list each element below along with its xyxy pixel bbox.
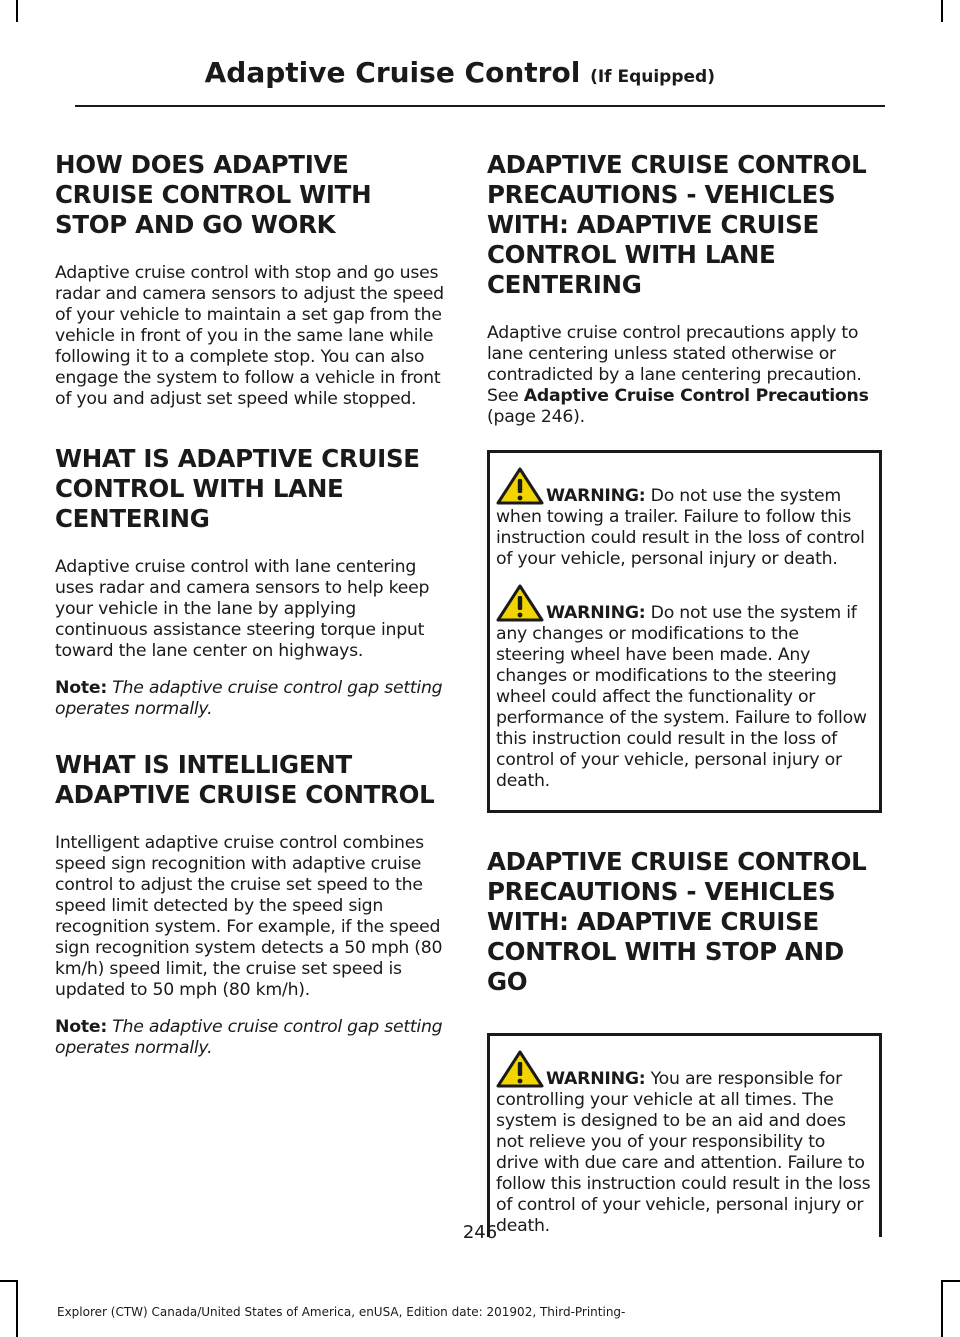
warning-box-lane-centering — [487, 450, 882, 813]
section-heading-precautions-lane-centering: ADAPTIVE CRUISE CONTROL PRECAUTIONS - VEHICLES WITH: ADAPTIVE CRUISE CONTROL WITH LANE CENTERING — [487, 150, 867, 299]
warning-text: Do not use the system if any changes or modifications to the steering wheel have been made. Any changes or modifications to the steering wheel could affect the functionality or performance of the system. Failure to follow this instruction could result in the loss of control of your vehicle, personal injury or death. — [496, 603, 867, 791]
header-divider — [75, 105, 885, 107]
section-body-lane-centering: Adaptive cruise control with lane centering uses radar and camera sensors to help keep your vehicle in the lane by applying continuous assistance steering torque input toward the lane center on highways. — [55, 557, 430, 661]
warning-item — [496, 1050, 871, 1237]
note-intelligent-acc — [55, 1017, 450, 1059]
note-label: Note: — [55, 1017, 107, 1037]
warning-text: You are responsible for controlling your vehicle at all times. The system is designed to be an aid and does not relieve you of your responsibility to drive with due care and attention. Failure to follow this instruction could result in the loss of control of your vehicle, personal injury or death. — [496, 1069, 871, 1236]
page-number: 246 — [462, 1222, 498, 1243]
warning-box-stop-and-go — [487, 1033, 882, 1237]
note-lane-centering — [55, 678, 450, 720]
warning-text: Do not use the system when towing a trailer. Failure to follow this instruction could result in the loss of control of your vehicle, personal injury or death. — [496, 486, 865, 569]
warning-label: WARNING: — [546, 1069, 646, 1089]
crop-mark-bottom-right — [941, 1280, 943, 1337]
crop-mark-top-right — [941, 0, 943, 22]
header-title-main: Adaptive Cruise Control — [204, 56, 581, 89]
header-title-qualifier: (If Equipped) — [590, 67, 715, 87]
body-text-end: (page 246). — [487, 407, 585, 427]
cross-reference-link[interactable]: Adaptive Cruise Control Precautions — [523, 386, 869, 406]
crop-mark-bottom-left — [16, 1280, 18, 1337]
note-text: The adaptive cruise control gap setting operates normally. — [55, 678, 443, 719]
section-heading-lane-centering: WHAT IS ADAPTIVE CRUISE CONTROL WITH LANE CENTERING — [55, 444, 420, 533]
warning-triangle-icon — [496, 467, 544, 505]
warning-triangle-icon — [496, 1050, 544, 1088]
left-column — [55, 140, 450, 1075]
warning-label: WARNING: — [546, 486, 646, 506]
section-heading-stop-and-go: HOW DOES ADAPTIVE CRUISE CONTROL WITH STOP AND GO WORK — [55, 150, 372, 239]
right-column — [487, 140, 882, 1267]
body-text-start: Adaptive cruise control precautions apply to lane centering unless stated otherwise or contradicted by a lane centering precaution. See — [487, 323, 862, 406]
warning-label: WARNING: — [546, 603, 646, 623]
note-label: Note: — [55, 678, 107, 698]
note-text: The adaptive cruise control gap setting operates normally. — [55, 1017, 443, 1058]
section-heading-intelligent-acc: WHAT IS INTELLIGENT ADAPTIVE CRUISE CONTROL — [55, 750, 435, 809]
footer-edition-info: Explorer (CTW) Canada/United States of America, enUSA, Edition date: 201902, Third-Printing- — [57, 1305, 626, 1319]
section-heading-precautions-stop-and-go: ADAPTIVE CRUISE CONTROL PRECAUTIONS - VEHICLES WITH: ADAPTIVE CRUISE CONTROL WITH STOP AND GO — [487, 847, 867, 996]
crop-mark-bottom-left-h — [0, 1280, 18, 1282]
section-body-intelligent-acc: Intelligent adaptive cruise control combines speed sign recognition with adaptive cruise control to adjust the cruise set speed to the speed limit detected by the speed sign recognition system. For example, if the speed sign recognition system detects a 50 mph (80 km/h) speed limit, the cruise set speed is updated to 50 mph (80 km/h). — [55, 833, 443, 1000]
warning-triangle-icon — [496, 584, 544, 622]
crop-mark-top-left — [16, 0, 18, 22]
warning-item — [496, 584, 871, 792]
warning-item — [496, 467, 871, 570]
crop-mark-bottom-right-h — [941, 1280, 960, 1282]
section-body-precautions-lane-centering — [487, 323, 882, 428]
page-header-title — [205, 56, 715, 89]
section-body-stop-and-go: Adaptive cruise control with stop and go uses radar and camera sensors to adjust the speed of your vehicle to maintain a set gap from the vehicle in front of you in the same lane while following it to a complete stop. You can also engage the system to follow a vehicle in front of you and adjust set speed while stopped. — [55, 263, 444, 409]
